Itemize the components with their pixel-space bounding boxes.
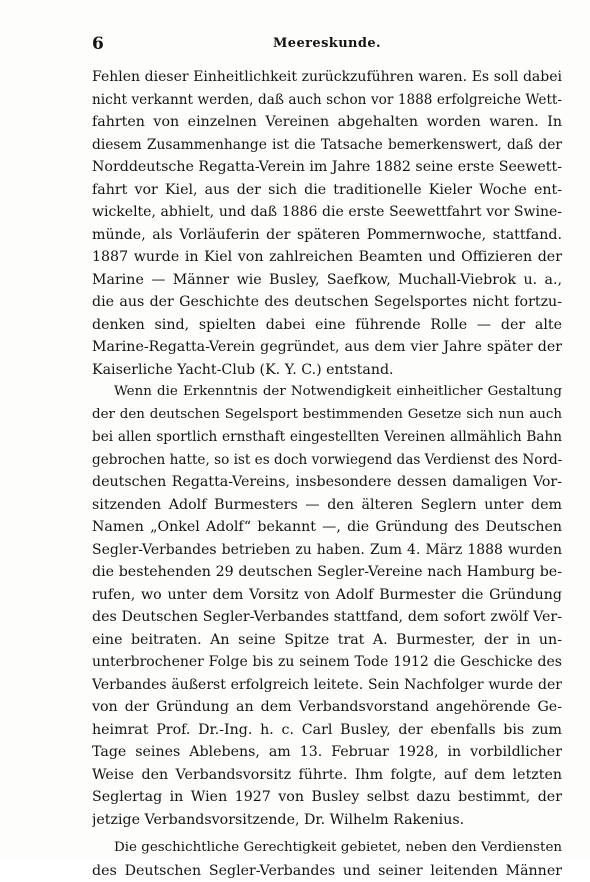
page-header	[92, 34, 562, 54]
text-line: Marine-Regatta-Verein gegründet, aus dem vier Jahre später der	[92, 336, 562, 359]
running-title: Meereskunde.	[92, 36, 562, 51]
body-text	[92, 66, 562, 882]
text-line: Wenn die Erkenntnis der Notwendigkeit einheitlicher Gestaltung	[92, 381, 562, 404]
text-line: denken sind, spielten dabei eine führende Rolle — der alte	[92, 314, 562, 337]
text-line: bei allen sportlich ernsthaft eingestellten Vereinen allmählich Bahn	[92, 426, 562, 449]
paragraph	[92, 66, 562, 381]
text-line: unterbrochener Folge bis zu seinem Tode 1912 die Geschicke des	[92, 651, 562, 674]
text-line: Norddeutsche Regatta-Verein im Jahre 1882 seine erste Seewett-	[92, 156, 562, 179]
text-line: Segler-Verbandes betrieben zu haben. Zum 4. März 1888 wurden	[92, 539, 562, 562]
text-line: von der Gründung an dem Verbandsvorstand angehörende Ge-	[92, 696, 562, 719]
paragraph	[92, 381, 562, 831]
text-line: die bestehenden 29 deutschen Segler-Vereine nach Hamburg be-	[92, 561, 562, 584]
text-line: wickelte, abhielt, und daß 1886 die erste Seewettfahrt vor Swine-	[92, 201, 562, 224]
text-line: eine beitraten. An seine Spitze trat A. Burmester, der in un-	[92, 629, 562, 652]
text-line: der den deutschen Segelsport bestimmenden Gesetze sich nun auch	[92, 404, 562, 427]
text-line: diesem Zusammenhange ist die Tatsache bemerkenswert, daß der	[92, 134, 562, 157]
text-line: Marine — Männer wie Busley, Saefkow, Muchall-Viebrok u. a.,	[92, 269, 562, 292]
text-line: die aus der Geschichte des deutschen Segelsportes nicht fortzu-	[92, 291, 562, 314]
text-line: Verbandes äußerst erfolgreich leitete. Sein Nachfolger wurde der	[92, 674, 562, 697]
text-line: Kaiserliche Yacht-Club (K. Y. C.) entstand.	[92, 359, 562, 382]
text-line: 1887 wurde in Kiel von zahlreichen Beamten und Offizieren der	[92, 246, 562, 269]
text-line: sitzenden Adolf Burmesters — den älteren Seglern unter dem	[92, 494, 562, 517]
text-line: jetzige Verbandsvorsitzende, Dr. Wilhelm Rakenius.	[92, 809, 562, 832]
text-line: münde, als Vorläuferin der späteren Pommernwoche, stattfand.	[92, 224, 562, 247]
text-line: fahrten von einzelnen Vereinen abgehalten worden waren. In	[92, 111, 562, 134]
text-line: Namen „Onkel Adolf“ bekannt —, die Gründung des Deutschen	[92, 516, 562, 539]
text-line: heimrat Prof. Dr.-Ing. h. c. Carl Busley, der ebenfalls bis zum	[92, 719, 562, 742]
text-line: des Deutschen Segler-Verbandes und seiner leitenden Männer	[92, 860, 562, 882]
text-line: Die geschichtliche Gerechtigkeit gebietet, neben den Verdiensten	[92, 837, 562, 860]
text-line: fahrt vor Kiel, aus der sich die traditionelle Kieler Woche ent-	[92, 179, 562, 202]
text-line: rufen, wo unter dem Vorsitz von Adolf Burmester die Gründung	[92, 584, 562, 607]
page-number: 6	[92, 34, 104, 54]
text-line: Weise den Verbandsvorsitz führte. Ihm folgte, auf dem letzten	[92, 764, 562, 787]
text-line: deutschen Regatta-Vereins, insbesondere dessen damaligen Vor-	[92, 471, 562, 494]
text-line: Fehlen dieser Einheitlichkeit zurückzuführen waren. Es soll dabei	[92, 66, 562, 89]
text-line: des Deutschen Segler-Verbandes stattfand, dem sofort zwölf Ver-	[92, 606, 562, 629]
text-line: Tage seines Ablebens, am 13. Februar 1928, in vorbildlicher	[92, 741, 562, 764]
text-line: gebrochen hatte, so ist es doch vorwiegend das Verdienst des Nord-	[92, 449, 562, 472]
text-line: nicht verkannt werden, daß auch schon vor 1888 erfolgreiche Wett-	[92, 89, 562, 112]
text-line: Seglertag in Wien 1927 von Busley selbst dazu bestimmt, der	[92, 786, 562, 809]
